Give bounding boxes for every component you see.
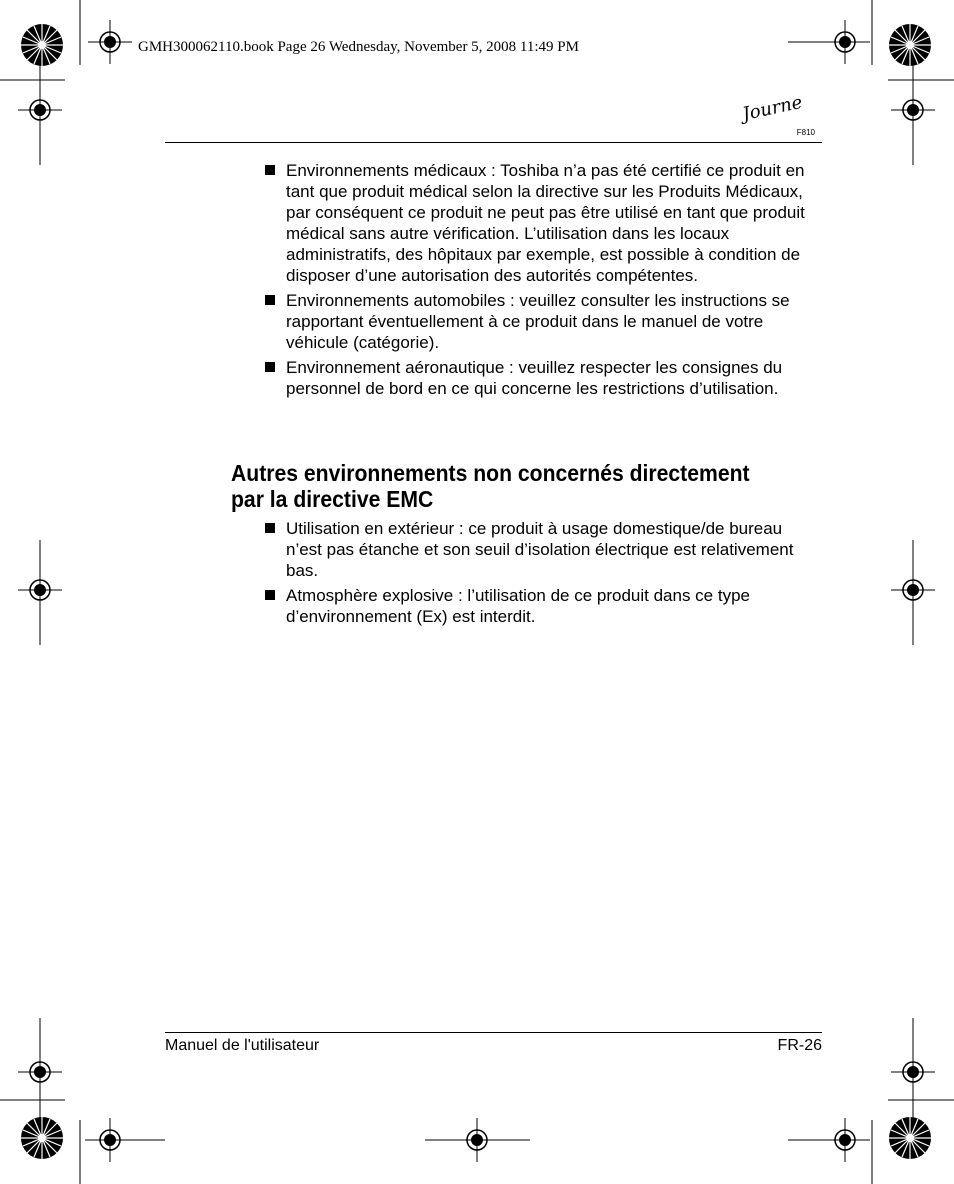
list-item: Environnements automobiles : veuillez consulter les instructions se rapportant éventuellement à ce produit dans le manuel de votre véhicule (catégorie). (262, 290, 822, 353)
square-bullet-icon (265, 295, 275, 305)
print-slug: GMH300062110.book Page 26 Wednesday, November 5, 2008 11:49 PM (138, 39, 579, 55)
header-rule (165, 142, 822, 143)
square-bullet-icon (265, 165, 275, 175)
logo-model: F810 (796, 128, 815, 137)
section-heading: Autres environnements non concernés directement par la directive EMC (231, 460, 750, 512)
footer-manual-title: Manuel de l'utilisateur (165, 1037, 320, 1054)
list-item: Environnements médicaux : Toshiba n’a pas été certifié ce produit en tant que produit médical selon la directive sur les Produits Médicaux, par conséquent ce produit ne peut pas être utilisé en tant que produit médical sans autre vérification. L’utilisation dans les locaux administratifs, des hôpitaux par exemple, est possible à condition de disposer d’une autorisation des autorités compétentes. (262, 160, 822, 286)
bullet-list-bottom (262, 518, 822, 631)
square-bullet-icon (265, 590, 275, 600)
page-number: FR-26 (777, 1037, 822, 1054)
brand-logo (740, 91, 815, 140)
list-item: Environnement aéronautique : veuillez respecter les consignes du personnel de bord en ce qui concerne les restrictions d’utilisation. (262, 357, 822, 399)
square-bullet-icon (265, 523, 275, 533)
bullet-list-top (262, 160, 822, 403)
square-bullet-icon (265, 362, 275, 372)
list-item: Atmosphère explosive : l’utilisation de ce produit dans ce type d’environnement (Ex) est interdit. (262, 585, 822, 627)
list-item: Utilisation en extérieur : ce produit à usage domestique/de bureau n’est pas étanche et son seuil d’isolation électrique est relativement bas. (262, 518, 822, 581)
footer-rule (165, 1032, 822, 1033)
logo-script: Journe (740, 91, 805, 125)
